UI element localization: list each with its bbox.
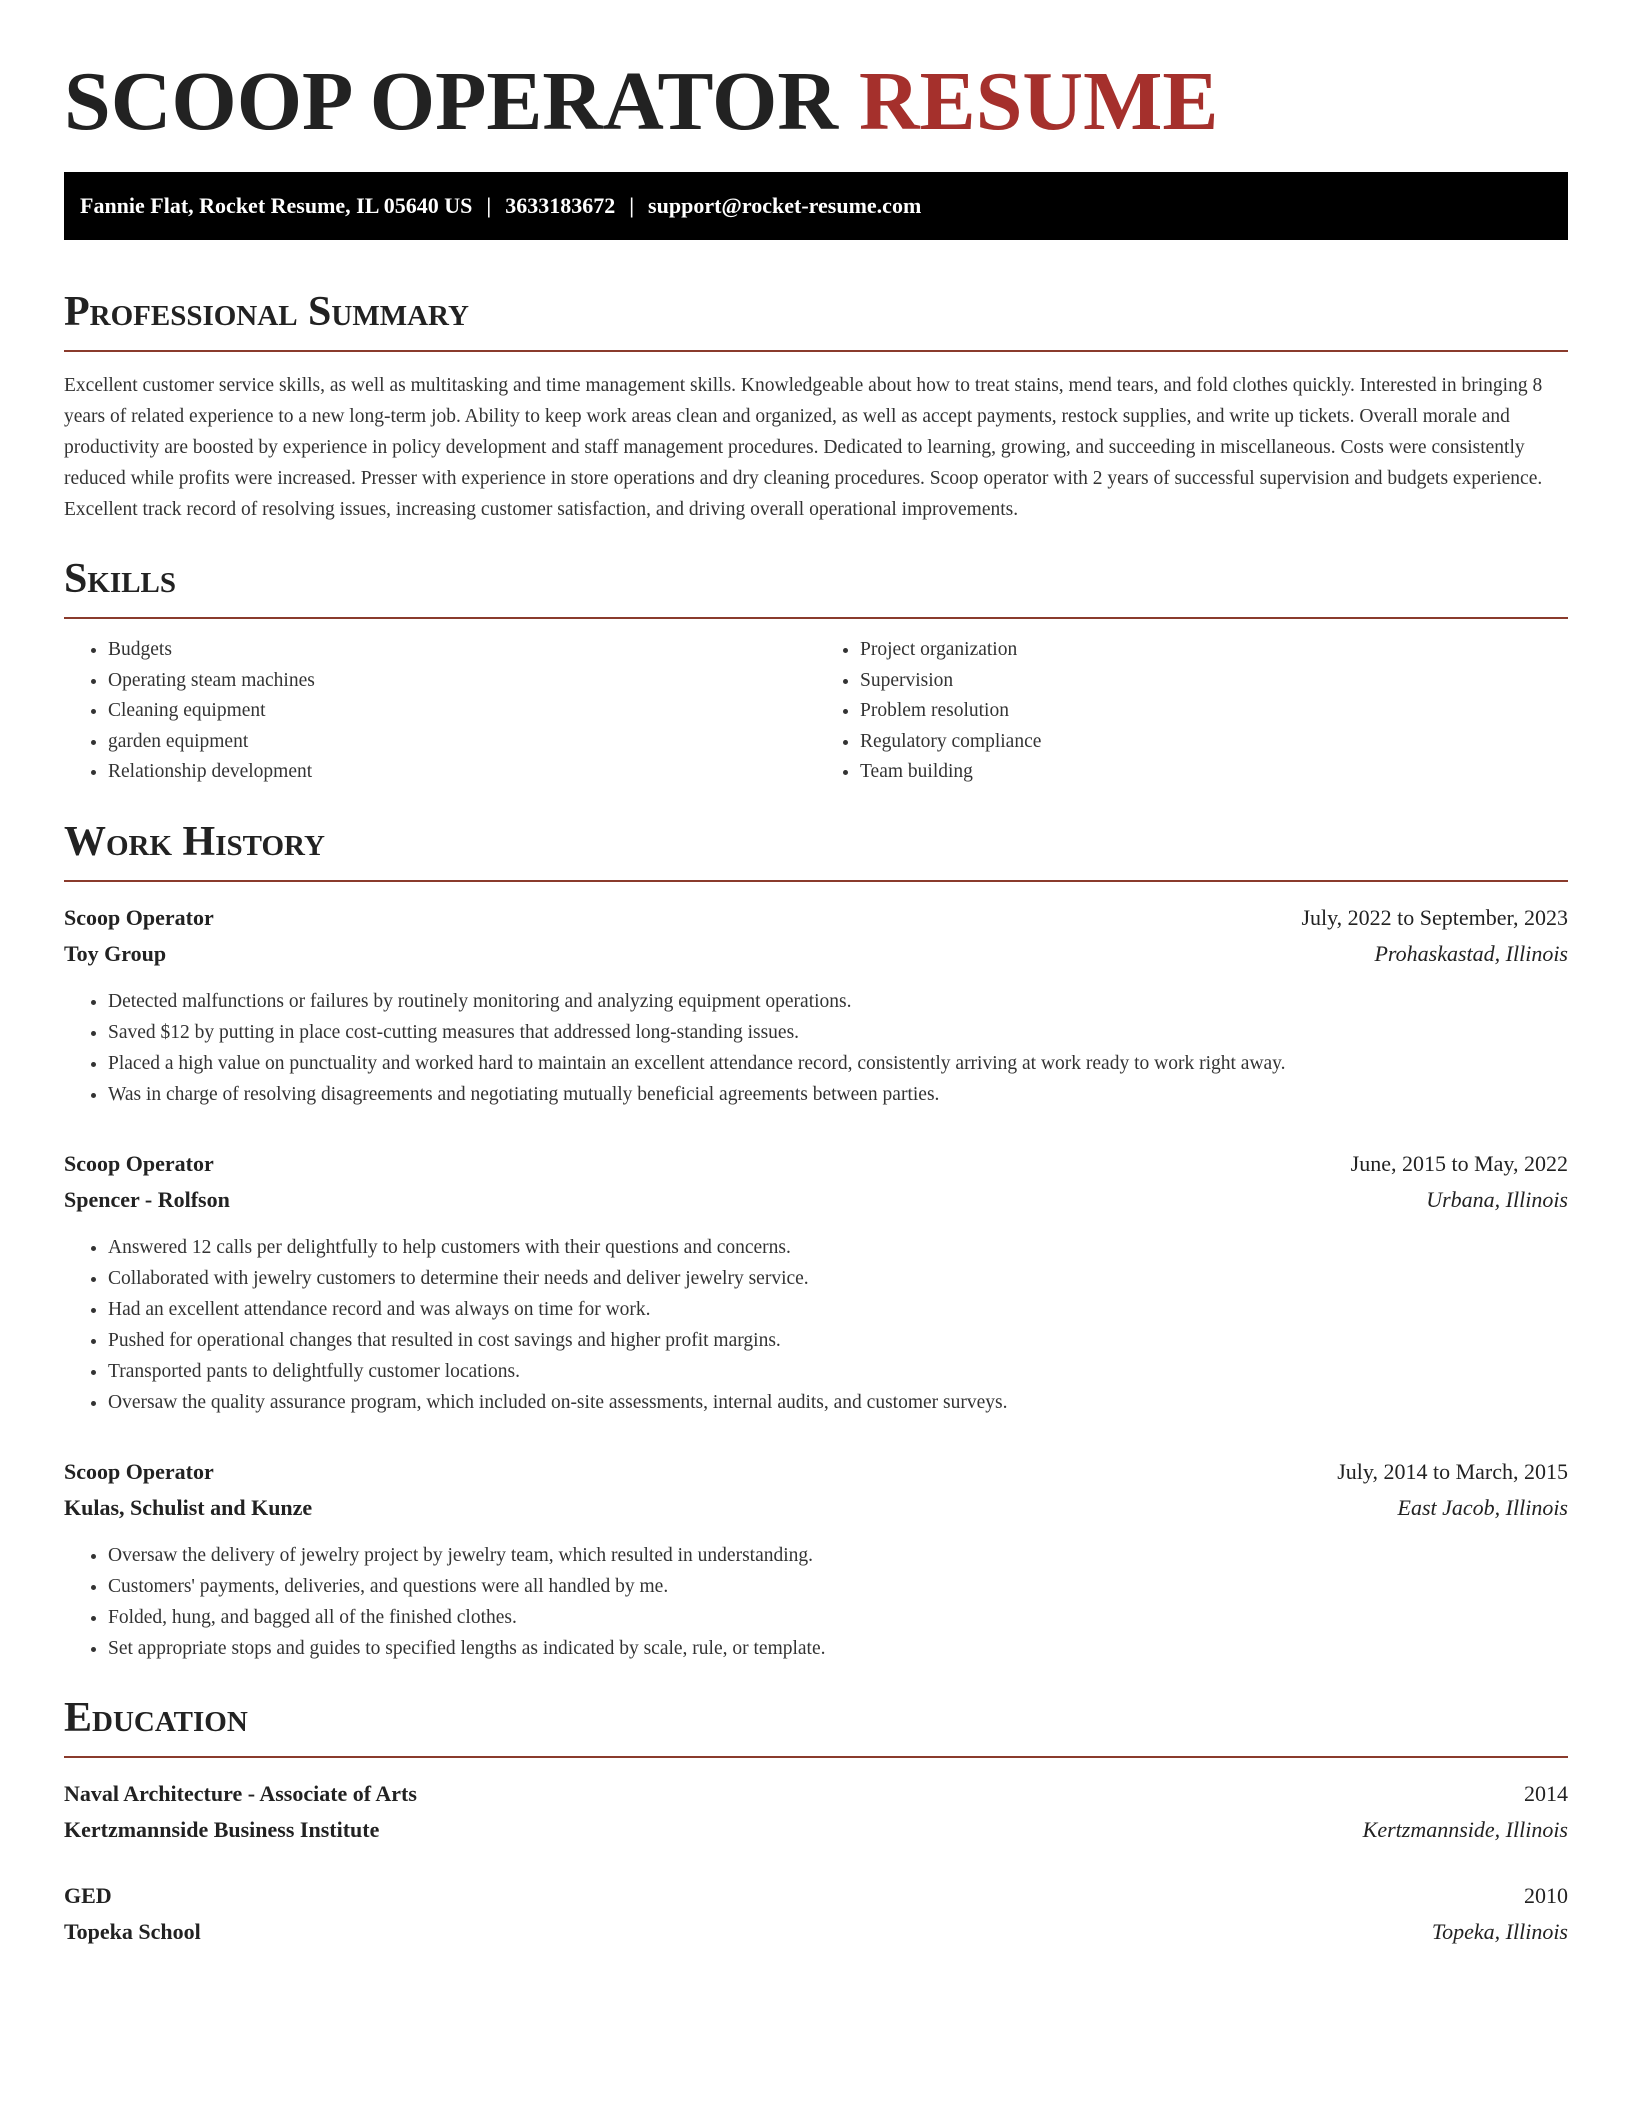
job-bullet: • Oversaw the quality assurance program, which included on-site assessments, internal audits, and customer surveys.: [108, 1387, 1568, 1418]
title-main: SCOOP OPERATOR: [64, 55, 839, 148]
job-title: Scoop Operator: [64, 1150, 214, 1176]
skills-grid: [64, 635, 1568, 788]
education-year: 2014: [1524, 1780, 1568, 1806]
job-dates: July, 2014 to March, 2015: [1337, 1458, 1568, 1484]
contact-separator: |: [629, 193, 635, 218]
job-location: Prohaskastad, Illinois: [1374, 940, 1568, 966]
skill-item: • Cleaning equipment: [108, 696, 816, 727]
job-bullet: • Oversaw the delivery of jewelry project by jewelry team, which resulted in understanding.: [108, 1540, 1568, 1571]
job-bullets: [64, 986, 1568, 1110]
contact-phone: 3633183672: [505, 193, 616, 218]
job-company: Kulas, Schulist and Kunze: [64, 1494, 313, 1520]
summary-section: [64, 288, 1568, 525]
job-company-row: [64, 936, 1568, 972]
skill-item: • Supervision: [860, 666, 1568, 697]
education-school-row: [64, 1914, 1568, 1950]
job-entry: [64, 1454, 1568, 1664]
summary-text: Excellent customer service skills, as well as multitasking and time management skills. Knowledgeable about how to treat stains, mend tears, and fold clothes quickly. Interested in bringing 8 years of related experience to a new long-term job. Ability to keep work areas clean and organized, as well as accept payments, restock supplies, and write up tickets. Overall morale and productivity are boosted by experience in policy development and staff management procedures. Dedicated to learning, growing, and succeeding in miscellaneous. Costs were consistently reduced while profits were increased. Presser with experience in store operations and dry cleaning procedures. Scoop operator with 2 years of successful supervision and budgets experience. Excellent track record of resolving issues, increasing customer satisfaction, and driving overall operational improvements.: [64, 375, 1543, 520]
skills-left-list: [64, 635, 816, 788]
skill-item: • Regulatory compliance: [860, 727, 1568, 758]
job-bullet: • Answered 12 calls per delightfully to help customers with their questions and concerns.: [108, 1232, 1568, 1263]
job-title: Scoop Operator: [64, 1458, 214, 1484]
job-company-row: [64, 1182, 1568, 1218]
job-entry: [64, 1146, 1568, 1418]
contact-separator: |: [486, 193, 492, 218]
contact-address: Fannie Flat, Rocket Resume, IL 05640 US: [80, 193, 473, 218]
education-school: Topeka School: [64, 1918, 201, 1944]
skill-item: • Problem resolution: [860, 696, 1568, 727]
job-bullet: • Detected malfunctions or failures by routinely monitoring and analyzing equipment operations.: [108, 986, 1568, 1017]
job-bullet: • Transported pants to delightfully customer locations.: [108, 1356, 1568, 1387]
skill-item: • Operating steam machines: [108, 666, 816, 697]
skills-section: [64, 555, 1568, 788]
job-title: Scoop Operator: [64, 904, 214, 930]
education-school-row: [64, 1812, 1568, 1848]
job-bullet: • Placed a high value on punctuality and worked hard to maintain an excellent attendance record, consistently arriving at work ready to work right away.: [108, 1048, 1568, 1079]
job-header-row: [64, 900, 1568, 936]
job-bullet: • Set appropriate stops and guides to specified lengths as indicated by scale, rule, or template.: [108, 1633, 1568, 1664]
job-dates: July, 2022 to September, 2023: [1301, 904, 1568, 930]
job-location: East Jacob, Illinois: [1397, 1494, 1568, 1520]
summary-heading: Professional Summary: [64, 288, 1568, 352]
page-title: [64, 52, 1568, 152]
education-degree-row: [64, 1776, 1568, 1812]
education-degree: GED: [64, 1882, 112, 1908]
job-entry: [64, 900, 1568, 1110]
skills-right-list: [816, 635, 1568, 788]
job-company: Toy Group: [64, 940, 167, 966]
education-degree-row: [64, 1878, 1568, 1914]
skill-item: • Relationship development: [108, 757, 816, 788]
education-school: Kertzmannside Business Institute: [64, 1816, 380, 1842]
contact-bar: [64, 172, 1568, 240]
job-bullets: [64, 1232, 1568, 1418]
skill-item: • Team building: [860, 757, 1568, 788]
education-entry: [64, 1776, 1568, 1848]
education-entry: [64, 1878, 1568, 1950]
skill-item: • Budgets: [108, 635, 816, 666]
job-bullet: • Had an excellent attendance record and was always on time for work.: [108, 1294, 1568, 1325]
education-heading: Education: [64, 1694, 1568, 1758]
job-bullet: • Collaborated with jewelry customers to determine their needs and deliver jewelry service.: [108, 1263, 1568, 1294]
job-bullet: • Saved $12 by putting in place cost-cutting measures that addressed long-standing issues.: [108, 1017, 1568, 1048]
job-company-row: [64, 1490, 1568, 1526]
work-history-heading: Work History: [64, 818, 1568, 882]
job-location: Urbana, Illinois: [1426, 1186, 1568, 1212]
job-bullets: [64, 1540, 1568, 1664]
contact-email: support@rocket-resume.com: [648, 193, 922, 218]
job-bullet: • Was in charge of resolving disagreements and negotiating mutually beneficial agreements between parties.: [108, 1079, 1568, 1110]
title-accent: RESUME: [859, 55, 1219, 148]
job-bullet: • Pushed for operational changes that resulted in cost savings and higher profit margins.: [108, 1325, 1568, 1356]
job-bullet: • Customers' payments, deliveries, and questions were all handled by me.: [108, 1571, 1568, 1602]
skills-heading: Skills: [64, 555, 1568, 619]
job-bullet: • Folded, hung, and bagged all of the finished clothes.: [108, 1602, 1568, 1633]
skill-item: • garden equipment: [108, 727, 816, 758]
job-dates: June, 2015 to May, 2022: [1350, 1150, 1568, 1176]
job-header-row: [64, 1454, 1568, 1490]
education-location: Topeka, Illinois: [1431, 1918, 1568, 1944]
work-history-section: [64, 818, 1568, 1664]
education-degree: Naval Architecture - Associate of Arts: [64, 1780, 417, 1806]
job-company: Spencer - Rolfson: [64, 1186, 230, 1212]
education-section: [64, 1694, 1568, 1950]
education-location: Kertzmannside, Illinois: [1362, 1816, 1568, 1842]
job-header-row: [64, 1146, 1568, 1182]
skill-item: • Project organization: [860, 635, 1568, 666]
education-year: 2010: [1524, 1882, 1568, 1908]
